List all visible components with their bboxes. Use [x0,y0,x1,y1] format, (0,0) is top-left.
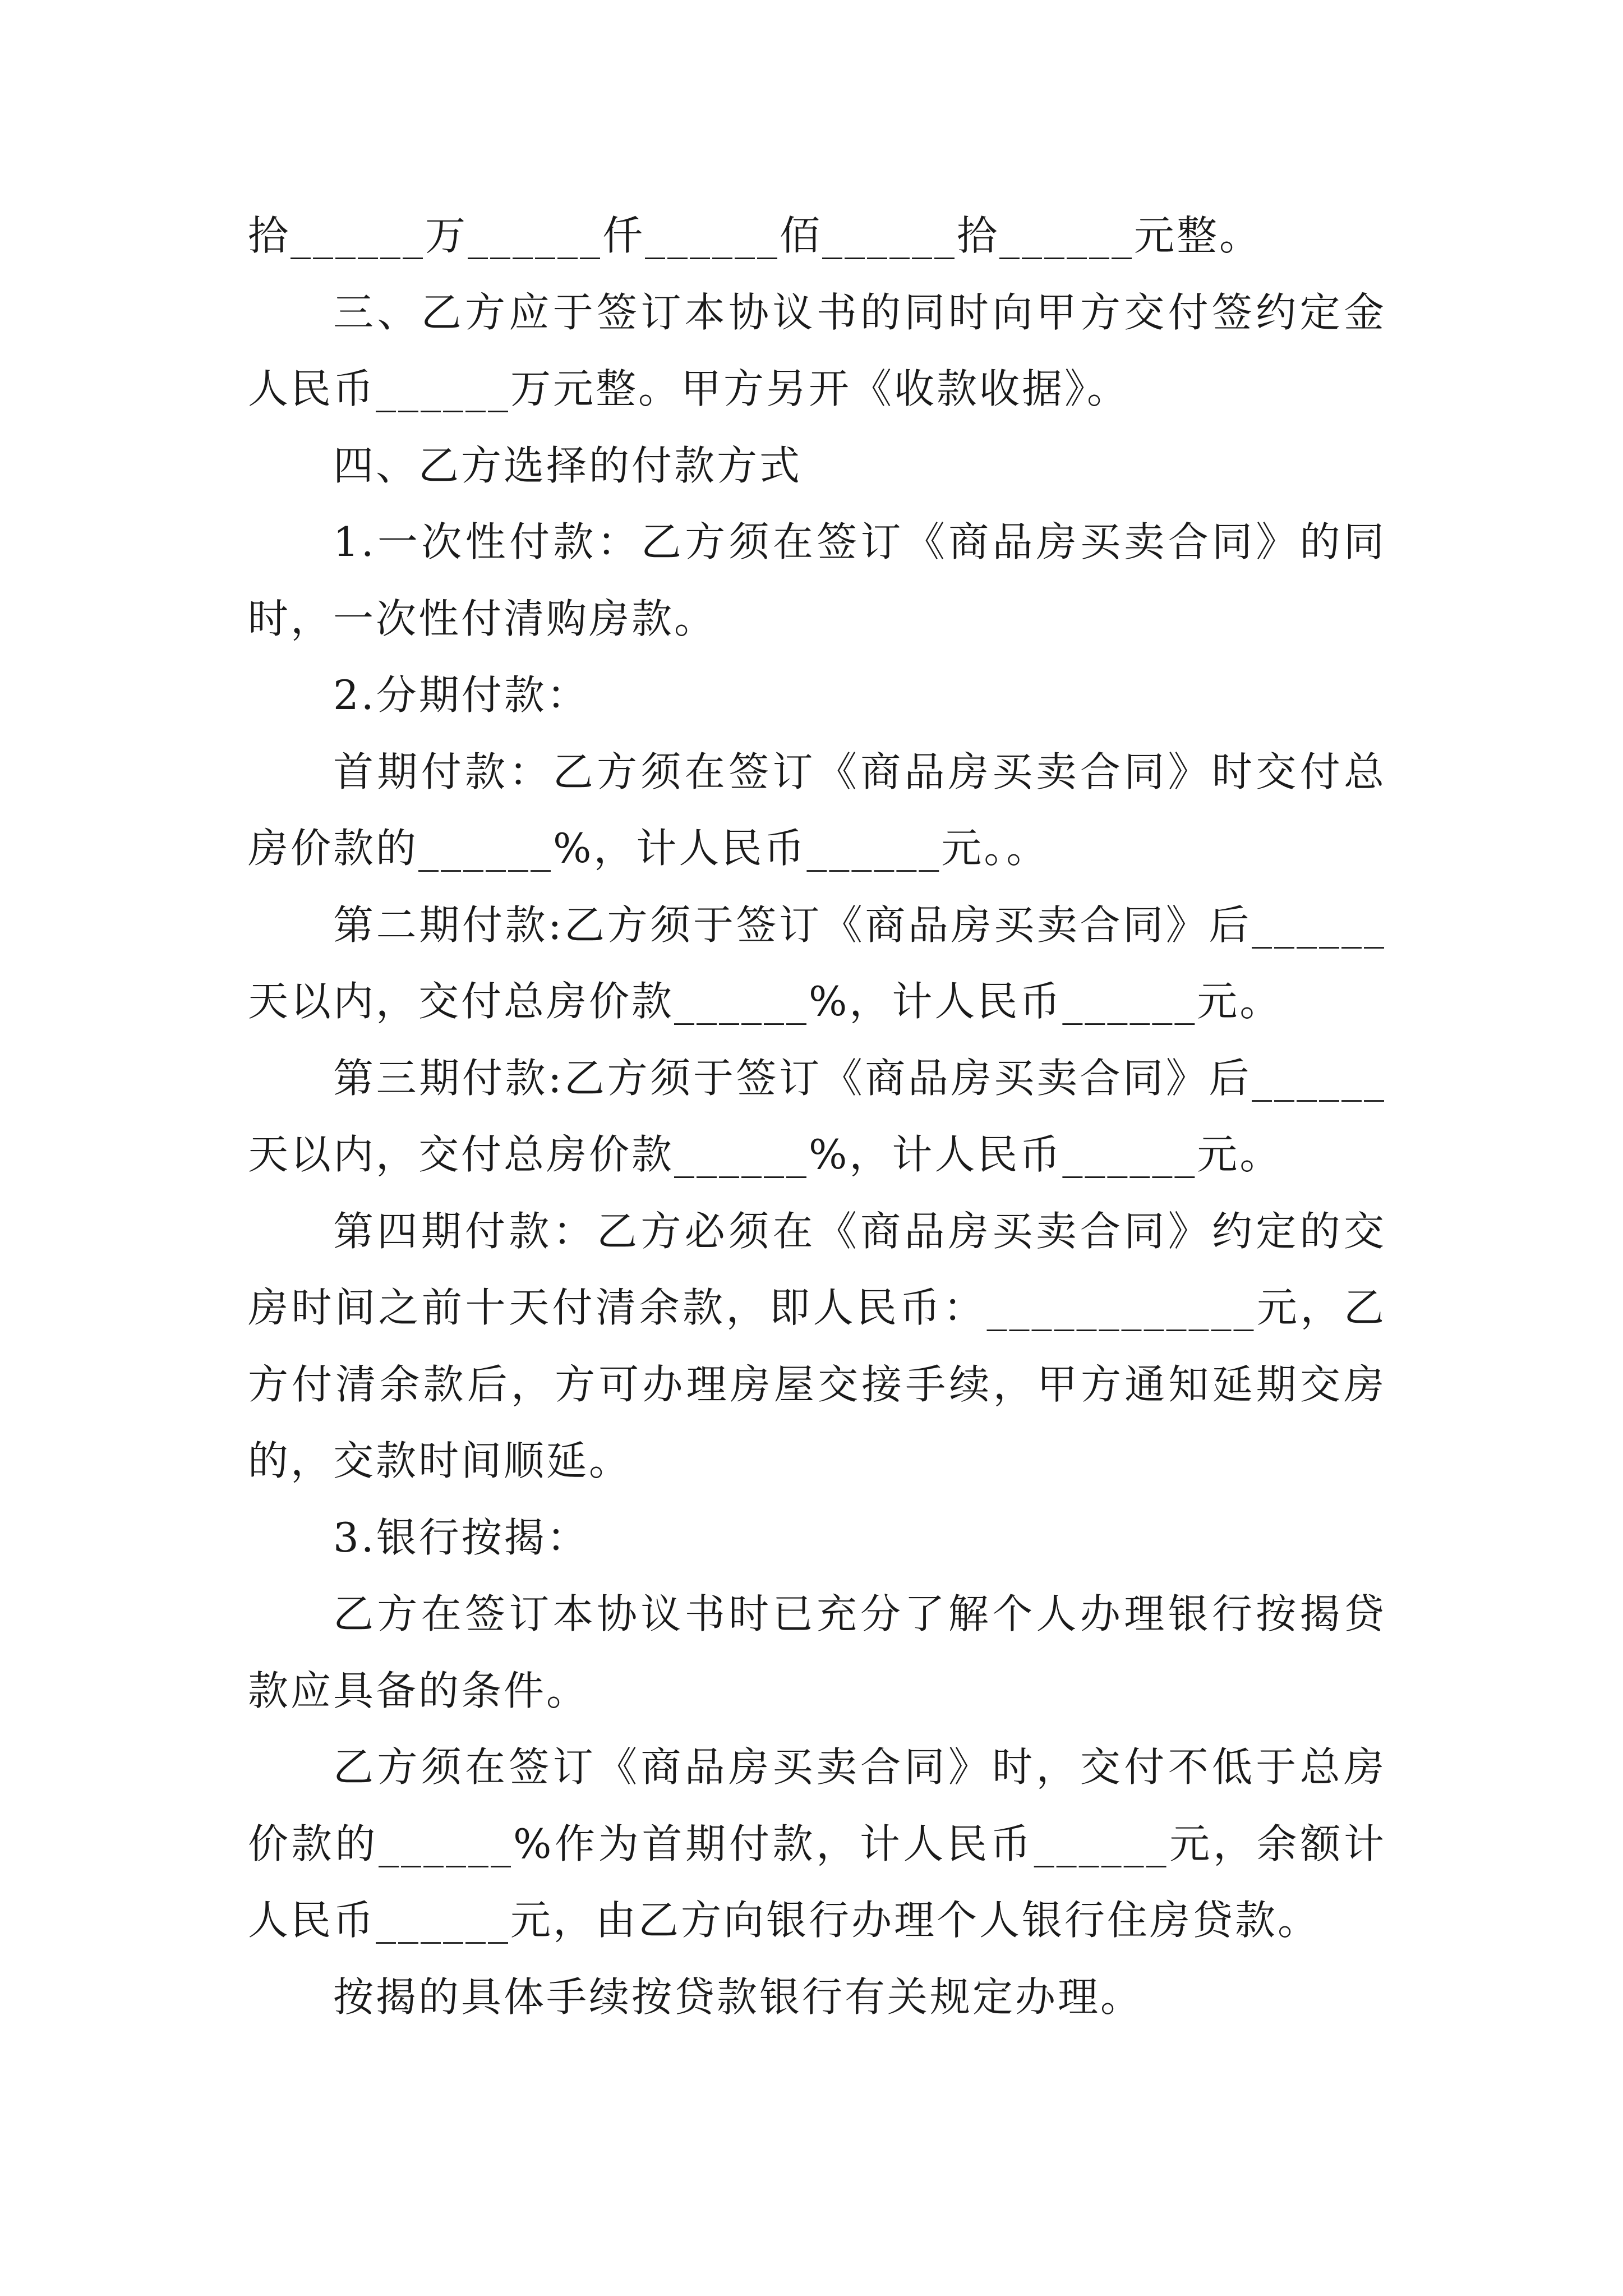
third-installment-clause: 第三期付款:乙方须于签订《商品房买卖合同》后______天以内，交付总房价款______%，计人民币______元。 [248,1054,1386,1178]
deposit-clause: 三、乙方应于签订本协议书的同时向甲方交付签约定金人民币______万元整。甲方另开《收款收据》。 [248,288,1386,412]
payment-method-heading: 四、乙方选择的付款方式 [333,441,803,489]
amount-line: 拾______万______仟______佰______拾______元整。 [248,212,1262,259]
mortgage-conditions-clause: 乙方在签订本协议书时已充分了解个人办理银行按揭贷款应具备的条件。 [248,1590,1386,1714]
mortgage-heading: 3.银行按揭： [333,1513,589,1561]
fourth-installment-clause: 第四期付款：乙方必须在《商品房买卖合同》约定的交房时间之前十天付清余款，即人民币：____________元，乙方付清余款后，方可办理房屋交接手续，甲方通知延期交房的，交款时间顺延。 [248,1207,1386,1484]
contract-body [248,197,1386,2035]
installment-heading: 2.分期付款： [333,671,589,719]
one-time-payment-clause: 1.一次性付款：乙方须在签订《商品房买卖合同》的同时，一次性付清购房款。 [248,518,1386,642]
mortgage-procedure-clause: 按揭的具体手续按贷款银行有关规定办理。 [333,1973,1144,2021]
first-installment-clause: 首期付款：乙方须在签订《商品房买卖合同》时交付总房价款的______%，计人民币______元。。 [248,748,1386,872]
second-installment-clause: 第二期付款:乙方须于签订《商品房买卖合同》后______天以内，交付总房价款______%，计人民币______元。 [248,901,1386,1025]
mortgage-down-payment-clause: 乙方须在签订《商品房买卖合同》时，交付不低于总房价款的______%作为首期付款，计人民币______元，余额计人民币______元，由乙方向银行办理个人银行住房贷款。 [248,1743,1386,1944]
